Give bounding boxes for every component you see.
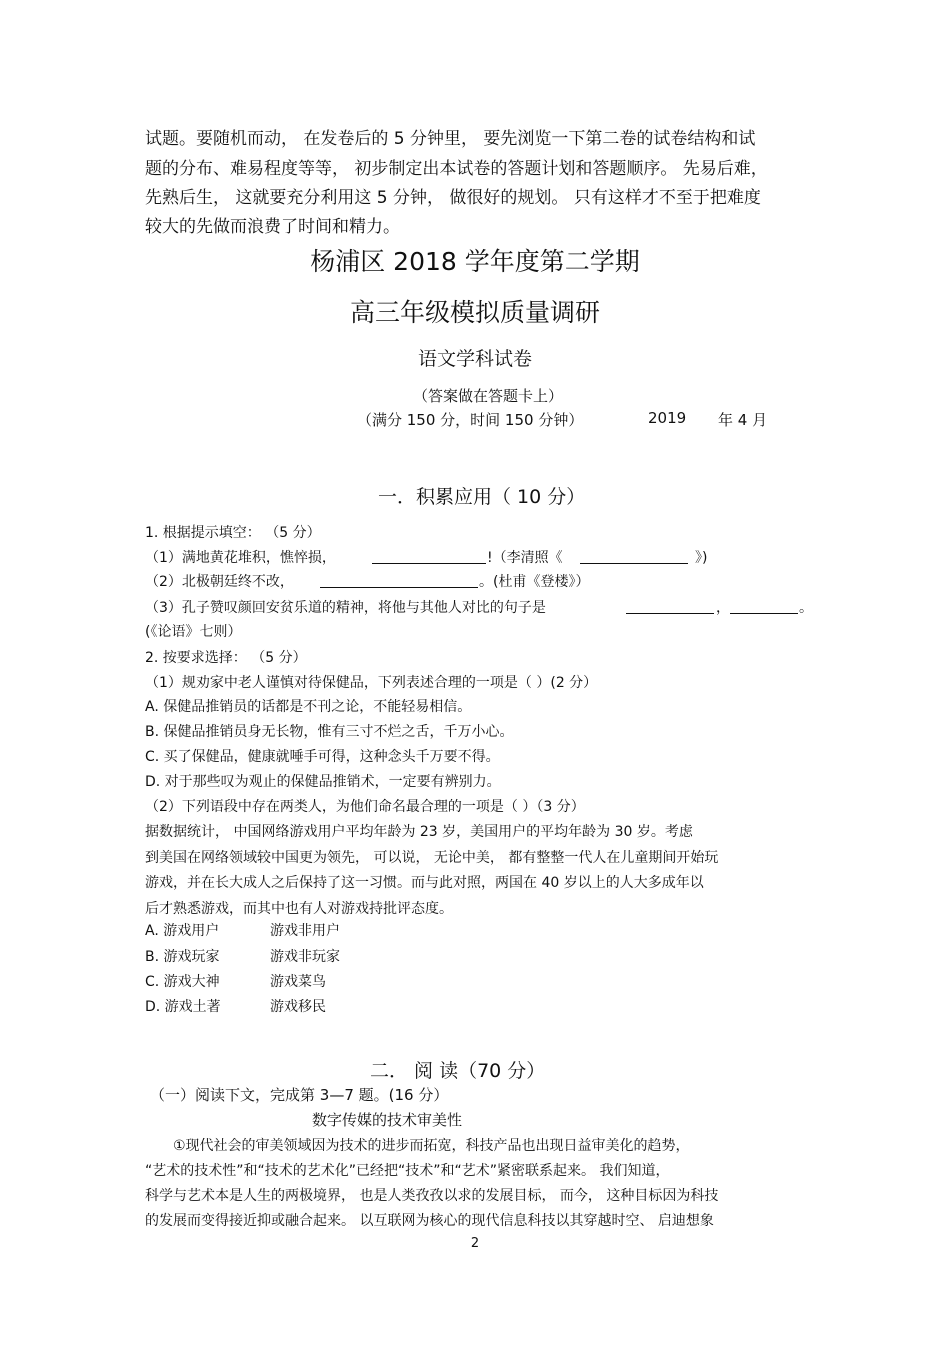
exam-month: 年 4 月 (718, 411, 768, 429)
article-line-1: ①现代社会的审美领域因为技术的进步而拓宽，科技产品也出现日益审美化的趋势， (173, 1138, 690, 1154)
q2-2-option-b-second: 游戏非玩家 (270, 949, 340, 965)
article-line-4: 的发展而变得接近抑或融合起来。 以互联网为核心的现代信息科技以其穿越时空、 启迪想象 (145, 1213, 714, 1229)
q1-3-source: (《论语》七则） (145, 624, 242, 640)
q2-2-stem: （2）下列语段中存在两类人，为他们命名最合理的一项是（ ）（3 分） (145, 799, 585, 815)
page-number: 2 (470, 1236, 480, 1251)
answer-card-note: （答案做在答题卡上） (413, 387, 564, 405)
q1-1-text: （1）满地黄花堆积，憔悴损， (145, 550, 336, 566)
q2-2-option-d: D. 游戏土著 (145, 999, 221, 1015)
q1-2-answer-blank[interactable] (320, 573, 478, 588)
intro-line-2: 题的分布、难易程度等等， 初步制定出本试卷的答题计划和答题顺序。 先易后难， (145, 159, 768, 179)
passage-line-4: 后才熟悉游戏，而其中也有人对游戏持批评态度。 (145, 901, 453, 917)
q2-1-option-c: C. 买了保健品，健康就唾手可得，这种念头千万要不得。 (145, 749, 500, 765)
intro-line-1: 试题。要随机而动， 在发卷后的 5 分钟里， 要先浏览一下第二卷的试卷结构和试 (145, 129, 756, 149)
section-1-title: 一．积累应用（ 10 分） (378, 486, 586, 508)
q1-3-text: （3）孔子赞叹颜回安贫乐道的精神，将他与其他人对比的句子是 (145, 600, 546, 616)
article-line-3: 科学与艺术本是人生的两极境界， 也是人类孜孜以求的发展目标， 而今， 这种目标因为科技 (145, 1188, 719, 1204)
article-line-2: “艺术的技术性”和“技术的艺术化”已经把“技术”和“艺术”紧密联系起来。 我们知道， (145, 1163, 670, 1179)
q1-3-comma: ， (716, 600, 730, 616)
q1-3-period: 。 (799, 600, 813, 616)
q1-3-answer-blank-1[interactable] (626, 599, 714, 614)
passage-line-2: 到美国在网络领域较中国更为领先， 可以说， 无论中美， 都有整整一代人在儿童期间开始玩 (145, 850, 719, 866)
exam-year: 2019 (648, 409, 687, 427)
q2-1-option-d: D. 对于那些叹为观止的保健品推销术，一定要有辨别力。 (145, 774, 501, 790)
q1-2-source: 。(杜甫《登楼》） (479, 574, 590, 590)
passage-line-3: 游戏，并在长大成人之后保持了这一习惯。而与此对照，两国在 40 岁以上的人大多成年以 (145, 875, 704, 891)
q2-1-stem: （1）规劝家中老人谨慎对待保健品，下列表述合理的一项是（ ）(2 分） (145, 675, 598, 691)
q2-2-option-a: A. 游戏用户 (145, 923, 220, 939)
q2-heading: 2. 按要求选择： （5 分） (145, 650, 307, 666)
q1-1-poem-title-blank[interactable] (580, 549, 688, 564)
q1-3-answer-blank-2[interactable] (730, 599, 798, 614)
q2-1-option-b: B. 保健品推销员身无长物，惟有三寸不烂之舌，千万小心。 (145, 724, 514, 740)
q2-2-option-b: B. 游戏玩家 (145, 949, 220, 965)
q2-2-option-c: C. 游戏大神 (145, 974, 220, 990)
exam-title-line-1: 杨浦区 2018 学年度第二学期 (310, 247, 640, 276)
exam-subject-title: 语文学科试卷 (417, 348, 532, 370)
q2-2-option-c-second: 游戏菜鸟 (270, 974, 326, 990)
q1-heading: 1. 根据提示填空： （5 分） (145, 525, 321, 541)
article-title: 数字传媒的技术审美性 (312, 1111, 463, 1129)
intro-line-4: 较大的先做而浪费了时间和精力。 (145, 217, 400, 237)
section-2-title: 二． 阅 读（70 分） (370, 1060, 546, 1082)
exam-title-line-2: 高三年级模拟质量调研 (349, 298, 600, 327)
q2-1-option-a: A. 保健品推销员的话都是不刊之论，不能轻易相信。 (145, 699, 472, 715)
q1-1-answer-blank[interactable] (372, 549, 486, 564)
q2-2-option-d-second: 游戏移民 (270, 999, 326, 1015)
q2-2-option-a-second: 游戏非用户 (270, 923, 340, 939)
section-2-subheading: （一）阅读下文，完成第 3—7 题。(16 分） (150, 1086, 449, 1104)
q1-1-source-end: 》) (695, 550, 708, 566)
score-time-note: （满分 150 分，时间 150 分钟） (357, 411, 584, 429)
q1-2-text: （2）北极朝廷终不改， (145, 574, 294, 590)
passage-line-1: 据数据统计， 中国网络游戏用户平均年龄为 23 岁，美国用户的平均年龄为 30 岁。考虑 (145, 824, 693, 840)
q1-1-source: !（李清照《 (487, 550, 563, 566)
intro-line-3: 先熟后生， 这就要充分利用这 5 分钟， 做很好的规划。 只有这样才不至于把难度 (145, 188, 761, 208)
